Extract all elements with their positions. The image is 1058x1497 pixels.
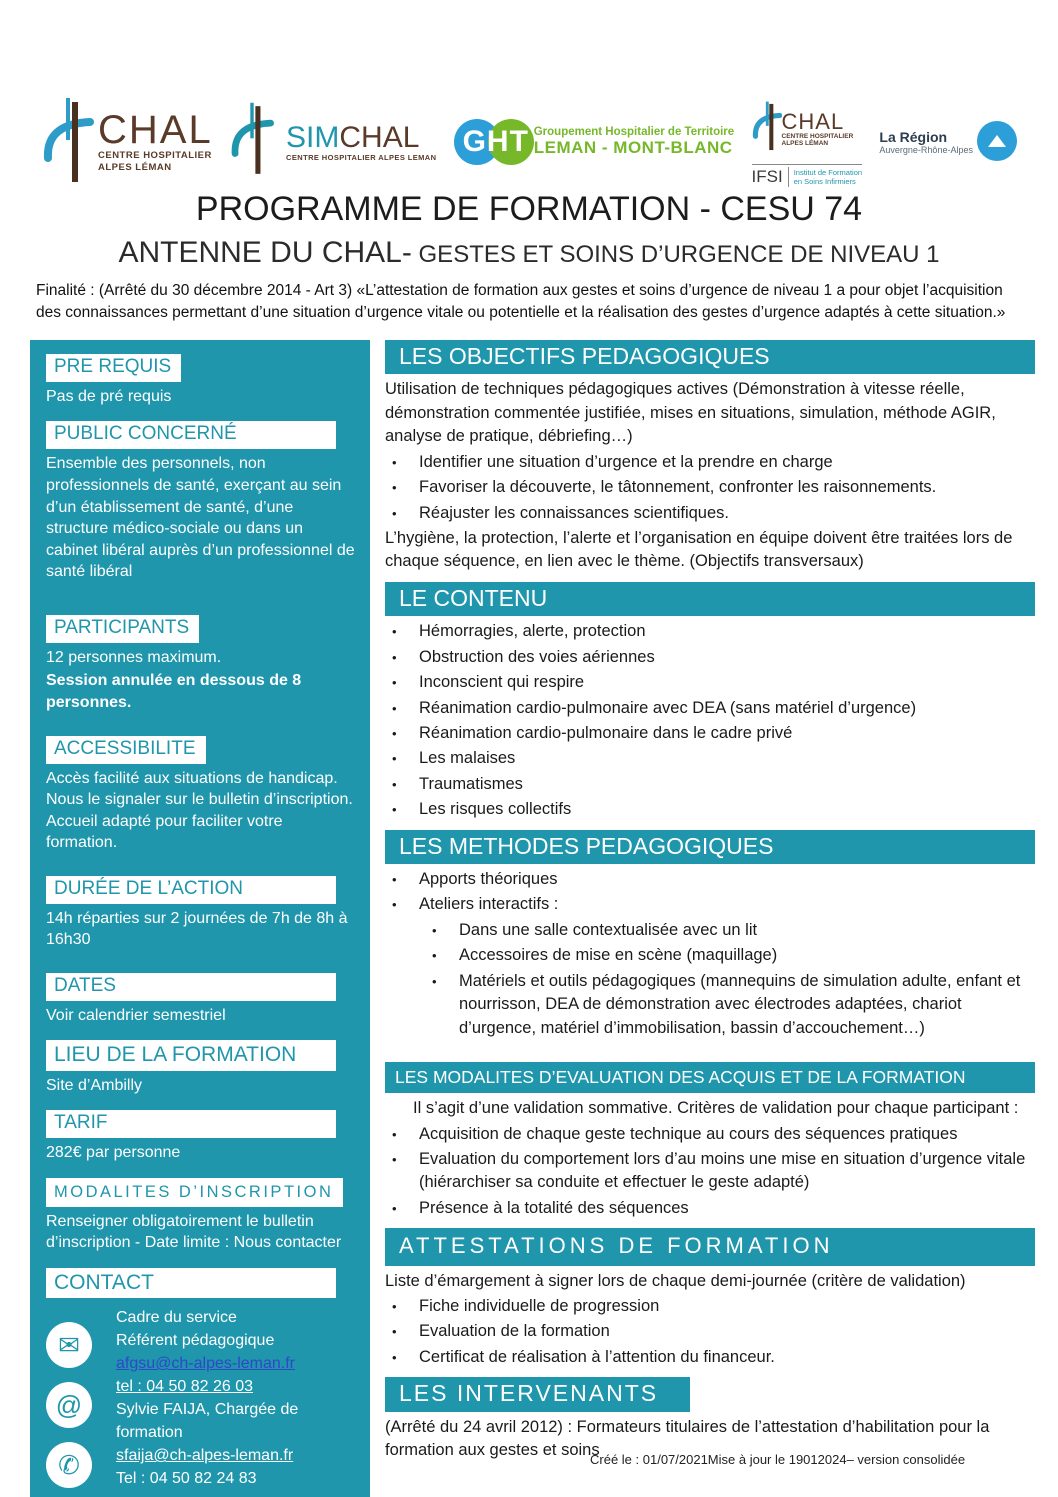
bullet-item: • Apports théoriques — [385, 868, 1035, 891]
bullet-item: • Réajuster les connaissances scientifiques. — [385, 502, 1035, 525]
heading-intervenants: LES INTERVENANTS — [385, 1377, 690, 1411]
subtitle-rest: GESTES ET SOINS D’URGENCE DE NIVEAU 1 — [411, 241, 940, 268]
spacer — [385, 1048, 1035, 1062]
section-evaluation — [385, 1062, 1035, 1220]
section-duree — [46, 876, 356, 951]
bullet-item: • Identifier une situation d’urgence et la prendre en charge — [385, 451, 1035, 474]
contact-email2-link[interactable]: sfaija@ch-alpes-leman.fr — [116, 1447, 294, 1465]
region-logo-line1: La Région — [879, 129, 948, 145]
heading-objectifs: LES OBJECTIFS PEDAGOGIQUES — [385, 340, 1035, 374]
section-contenu — [385, 582, 1035, 822]
contact-email-link[interactable]: afgsu@ch-alpes-leman.fr — [116, 1355, 295, 1373]
contact-person: Sylvie FAIJA, Chargée de formation — [116, 1401, 299, 1442]
chal-logo — [42, 96, 213, 188]
subtitle-main: ANTENNE DU CHAL- — [118, 236, 412, 269]
contact-block — [46, 1306, 356, 1496]
objectifs-outro: L’hygiène, la protection, l’alerte et l’organisation en équipe doivent être traitées lors de chaque séquence, en lien avec le thème. (Objectifs transversaux) — [385, 528, 1013, 571]
section-dates — [46, 973, 356, 1026]
ght-logo-acronym: GHT — [462, 125, 529, 158]
bullet-item: • Acquisition de chaque geste technique au cours des séquences pratiques — [385, 1123, 1035, 1146]
objectifs-intro: Utilisation de techniques pédagogiques actives (Démonstration à vitesse réelle, démonstration commentée justifiée, mises en situations, simulation, méthode AGIR, analyse de pratique, débriefing…) — [385, 380, 996, 446]
ifsi-logo-inst1: Institut de Formation — [793, 167, 863, 177]
phone-icon: ✆ — [46, 1442, 92, 1488]
section-participants — [46, 615, 356, 714]
participants-text-bold: Session annulée en dessous de 8 personnes. — [46, 672, 302, 712]
heading-tarif: TARIF — [46, 1110, 336, 1138]
chal-swoosh-icon — [42, 96, 94, 188]
bullet-item: • Ateliers interactifs : — [385, 893, 1035, 916]
participants-text: 12 personnes maximum. — [46, 648, 222, 666]
section-contact — [46, 1268, 356, 1496]
region-logo-line2: Auvergne-Rhône-Alpes — [879, 145, 973, 155]
bullet-item: • Présence à la totalité des séquences — [385, 1197, 1035, 1220]
dates-text: Voir calendrier semestriel — [46, 1006, 226, 1024]
bullet-item: • Traumatismes — [385, 773, 1035, 796]
page-subtitle — [0, 236, 1058, 270]
sidebar — [30, 340, 370, 1497]
region-logo — [879, 129, 1017, 155]
simchal-logo-sub: CENTRE HOSPITALIER ALPES LEMAN — [286, 152, 437, 162]
ght-logo — [454, 117, 734, 167]
simchal-logo-chal: CHAL — [339, 120, 420, 154]
simchal-logo — [230, 96, 436, 188]
heading-dates: DATES — [46, 973, 336, 1001]
section-tarif — [46, 1110, 356, 1163]
contact-phone2: Tel : 04 50 82 24 83 — [116, 1470, 257, 1488]
ght-logo-line2: LEMAN - MONT-BLANC — [533, 138, 733, 157]
heading-public-concerne: PUBLIC CONCERNÉ — [46, 421, 336, 449]
chal-logo-name: CHAL — [98, 108, 213, 153]
section-pre-requis — [46, 354, 356, 407]
bullet-item: • Fiche individuelle de progression — [385, 1295, 1035, 1318]
bullet-item: • Réanimation cardio-pulmonaire avec DEA (sans matériel d’urgence) — [385, 697, 1035, 720]
ifsi-logo-sub2: ALPES LÉMAN — [781, 140, 829, 147]
heading-accessibilite: ACCESSIBILITE — [46, 736, 206, 764]
modalites-inscription-text: Renseigner obligatoirement le bulletin d’inscription - Date limite : Nous contacter — [46, 1212, 342, 1252]
sub-bullet-item: • Dans une salle contextualisée avec un lit — [425, 919, 1035, 942]
bullet-item: • Evaluation de la formation — [385, 1320, 1035, 1343]
bullet-item: • Certificat de réalisation à l’attention du financeur. — [385, 1346, 1035, 1369]
ifsi-logo-acronym: IFSI — [752, 167, 789, 187]
evaluation-intro: Il s’agit d’une validation sommative. Critères de validation pour chaque participant : — [413, 1099, 1019, 1118]
sub-bullet-item: • Accessoires de mise en scène (maquillage) — [425, 944, 1035, 967]
ifsi-logo-chal: CHAL — [781, 109, 845, 134]
heading-pre-requis: PRE REQUIS — [46, 354, 181, 382]
envelope-icon: ✉ — [46, 1322, 92, 1368]
section-methodes — [385, 830, 1035, 1040]
bullet-item: • Les malaises — [385, 747, 1035, 770]
section-intervenants — [385, 1377, 1035, 1462]
main-column — [385, 340, 1035, 1471]
duree-text: 14h réparties sur 2 journées de 7h de 8h à 16h30 — [46, 909, 348, 949]
heading-duree: DURÉE DE L’ACTION — [46, 876, 336, 904]
section-objectifs — [385, 340, 1035, 574]
ifsi-swoosh-icon — [752, 98, 782, 161]
heading-lieu: LIEU DE LA FORMATION — [46, 1040, 336, 1070]
section-accessibilite — [46, 736, 356, 854]
contact-role: Cadre du service — [116, 1309, 237, 1327]
chal-logo-sub2: ALPES LÉMAN — [98, 162, 172, 173]
contact-phone-link[interactable]: tel : 04 50 82 26 03 — [116, 1378, 253, 1396]
ght-badge-icon — [454, 117, 529, 167]
logos-row — [42, 88, 1017, 196]
sub-bullet-item: • Matériels et outils pédagogiques (mannequins de simulation adulte, enfant et nourrisson, DEA de démonstration avec électrodes adaptées, chariot d’urgence, matériel d’immobilisation, bassin d’accouchement…) — [425, 970, 1035, 1040]
public-concerne-text: Ensemble des personnels, non professionnels de santé, exerçant au sein d’un établissement de santé, d’une structure médico-sociale ou dans un cabinet libéral auprès d’un professionnel de santé libéral — [46, 455, 355, 581]
ifsi-logo-inst2: en Soins Infirmiers — [793, 176, 856, 186]
attestations-intro: Liste d’émargement à signer lors de chaque demi-journée (critère de validation) — [385, 1271, 966, 1290]
section-public-concerne — [46, 421, 356, 582]
bullet-item: • Les risques collectifs — [385, 798, 1035, 821]
heading-attestations: ATTESTATIONS DE FORMATION — [385, 1228, 1035, 1265]
ifsi-logo — [752, 98, 863, 187]
finalite-paragraph: Finalité : (Arrêté du 30 décembre 2014 - Art 3) «L’attestation de formation aux gestes et soins d’urgence de niveau 1 a pour objet l’acquisition des connaissances permettant d’une situation d’urgence vitale ou potentielle et la réalisation des gestes d’urgence adaptés à cette situation.» — [36, 282, 1006, 321]
bullet-item: • Evaluation du comportement lors d’au moins une mise en situation d’urgence vitale (hiérarchiser sa conduite et effectuer le geste adapté) — [385, 1148, 1035, 1195]
contact-role2: Référent pédagogique — [116, 1332, 275, 1350]
bullet-item: • Obstruction des voies aériennes — [385, 646, 1035, 669]
footer-version-note: Créé le : 01/07/2021Mise à jour le 19012024– version consolidée — [590, 1452, 966, 1467]
bullet-item: • Hémorragies, alerte, protection — [385, 620, 1035, 643]
simchal-logo-sim: SIM — [286, 120, 340, 154]
at-icon: @ — [46, 1382, 92, 1428]
section-lieu — [46, 1040, 356, 1096]
bullet-item: • Inconscient qui respire — [385, 671, 1035, 694]
heading-contenu: LE CONTENU — [385, 582, 1035, 616]
accessibilite-text: Accès facilité aux situations de handicap. Nous le signaler sur le bulletin d’inscription. Accueil adapté pour faciliter votre formation. — [46, 769, 353, 852]
pre-requis-text: Pas de pré requis — [46, 387, 172, 405]
region-mountain-icon — [977, 121, 1017, 161]
ght-logo-line1: Groupement Hospitalier de Territoire — [533, 126, 735, 138]
bullet-item: • Favoriser la découverte, le tâtonnement, confronter les raisonnements. — [385, 476, 1035, 499]
heading-evaluation: LES MODALITES D’EVALUATION DES ACQUIS ET DE LA FORMATION — [385, 1062, 1035, 1093]
heading-methodes: LES METHODES PEDAGOGIQUES — [385, 830, 1035, 864]
tarif-text: 282€ par personne — [46, 1144, 181, 1162]
section-attestations — [385, 1228, 1035, 1369]
intervenants-text: (Arrêté du 24 avril 2012) : Formateurs titulaires de l’attestation d’habilitation pour la formation aux gestes et soins — [385, 1417, 990, 1460]
chal-logo-sub1: CENTRE HOSPITALIER — [98, 150, 212, 162]
heading-modalites-inscription: MODALITES D’INSCRIPTION — [46, 1178, 343, 1207]
heading-contact: CONTACT — [46, 1268, 336, 1298]
heading-participants: PARTICIPANTS — [46, 615, 199, 643]
section-modalites-inscription — [46, 1178, 356, 1254]
ifsi-logo-sub1: CENTRE HOSPITALIER — [781, 133, 854, 140]
bullet-item: • Réanimation cardio-pulmonaire dans le cadre privé — [385, 722, 1035, 745]
lieu-text: Site d’Ambilly — [46, 1076, 143, 1094]
page-title: PROGRAMME DE FORMATION - CESU 74 — [195, 190, 863, 228]
simchal-swoosh-icon — [230, 96, 282, 188]
